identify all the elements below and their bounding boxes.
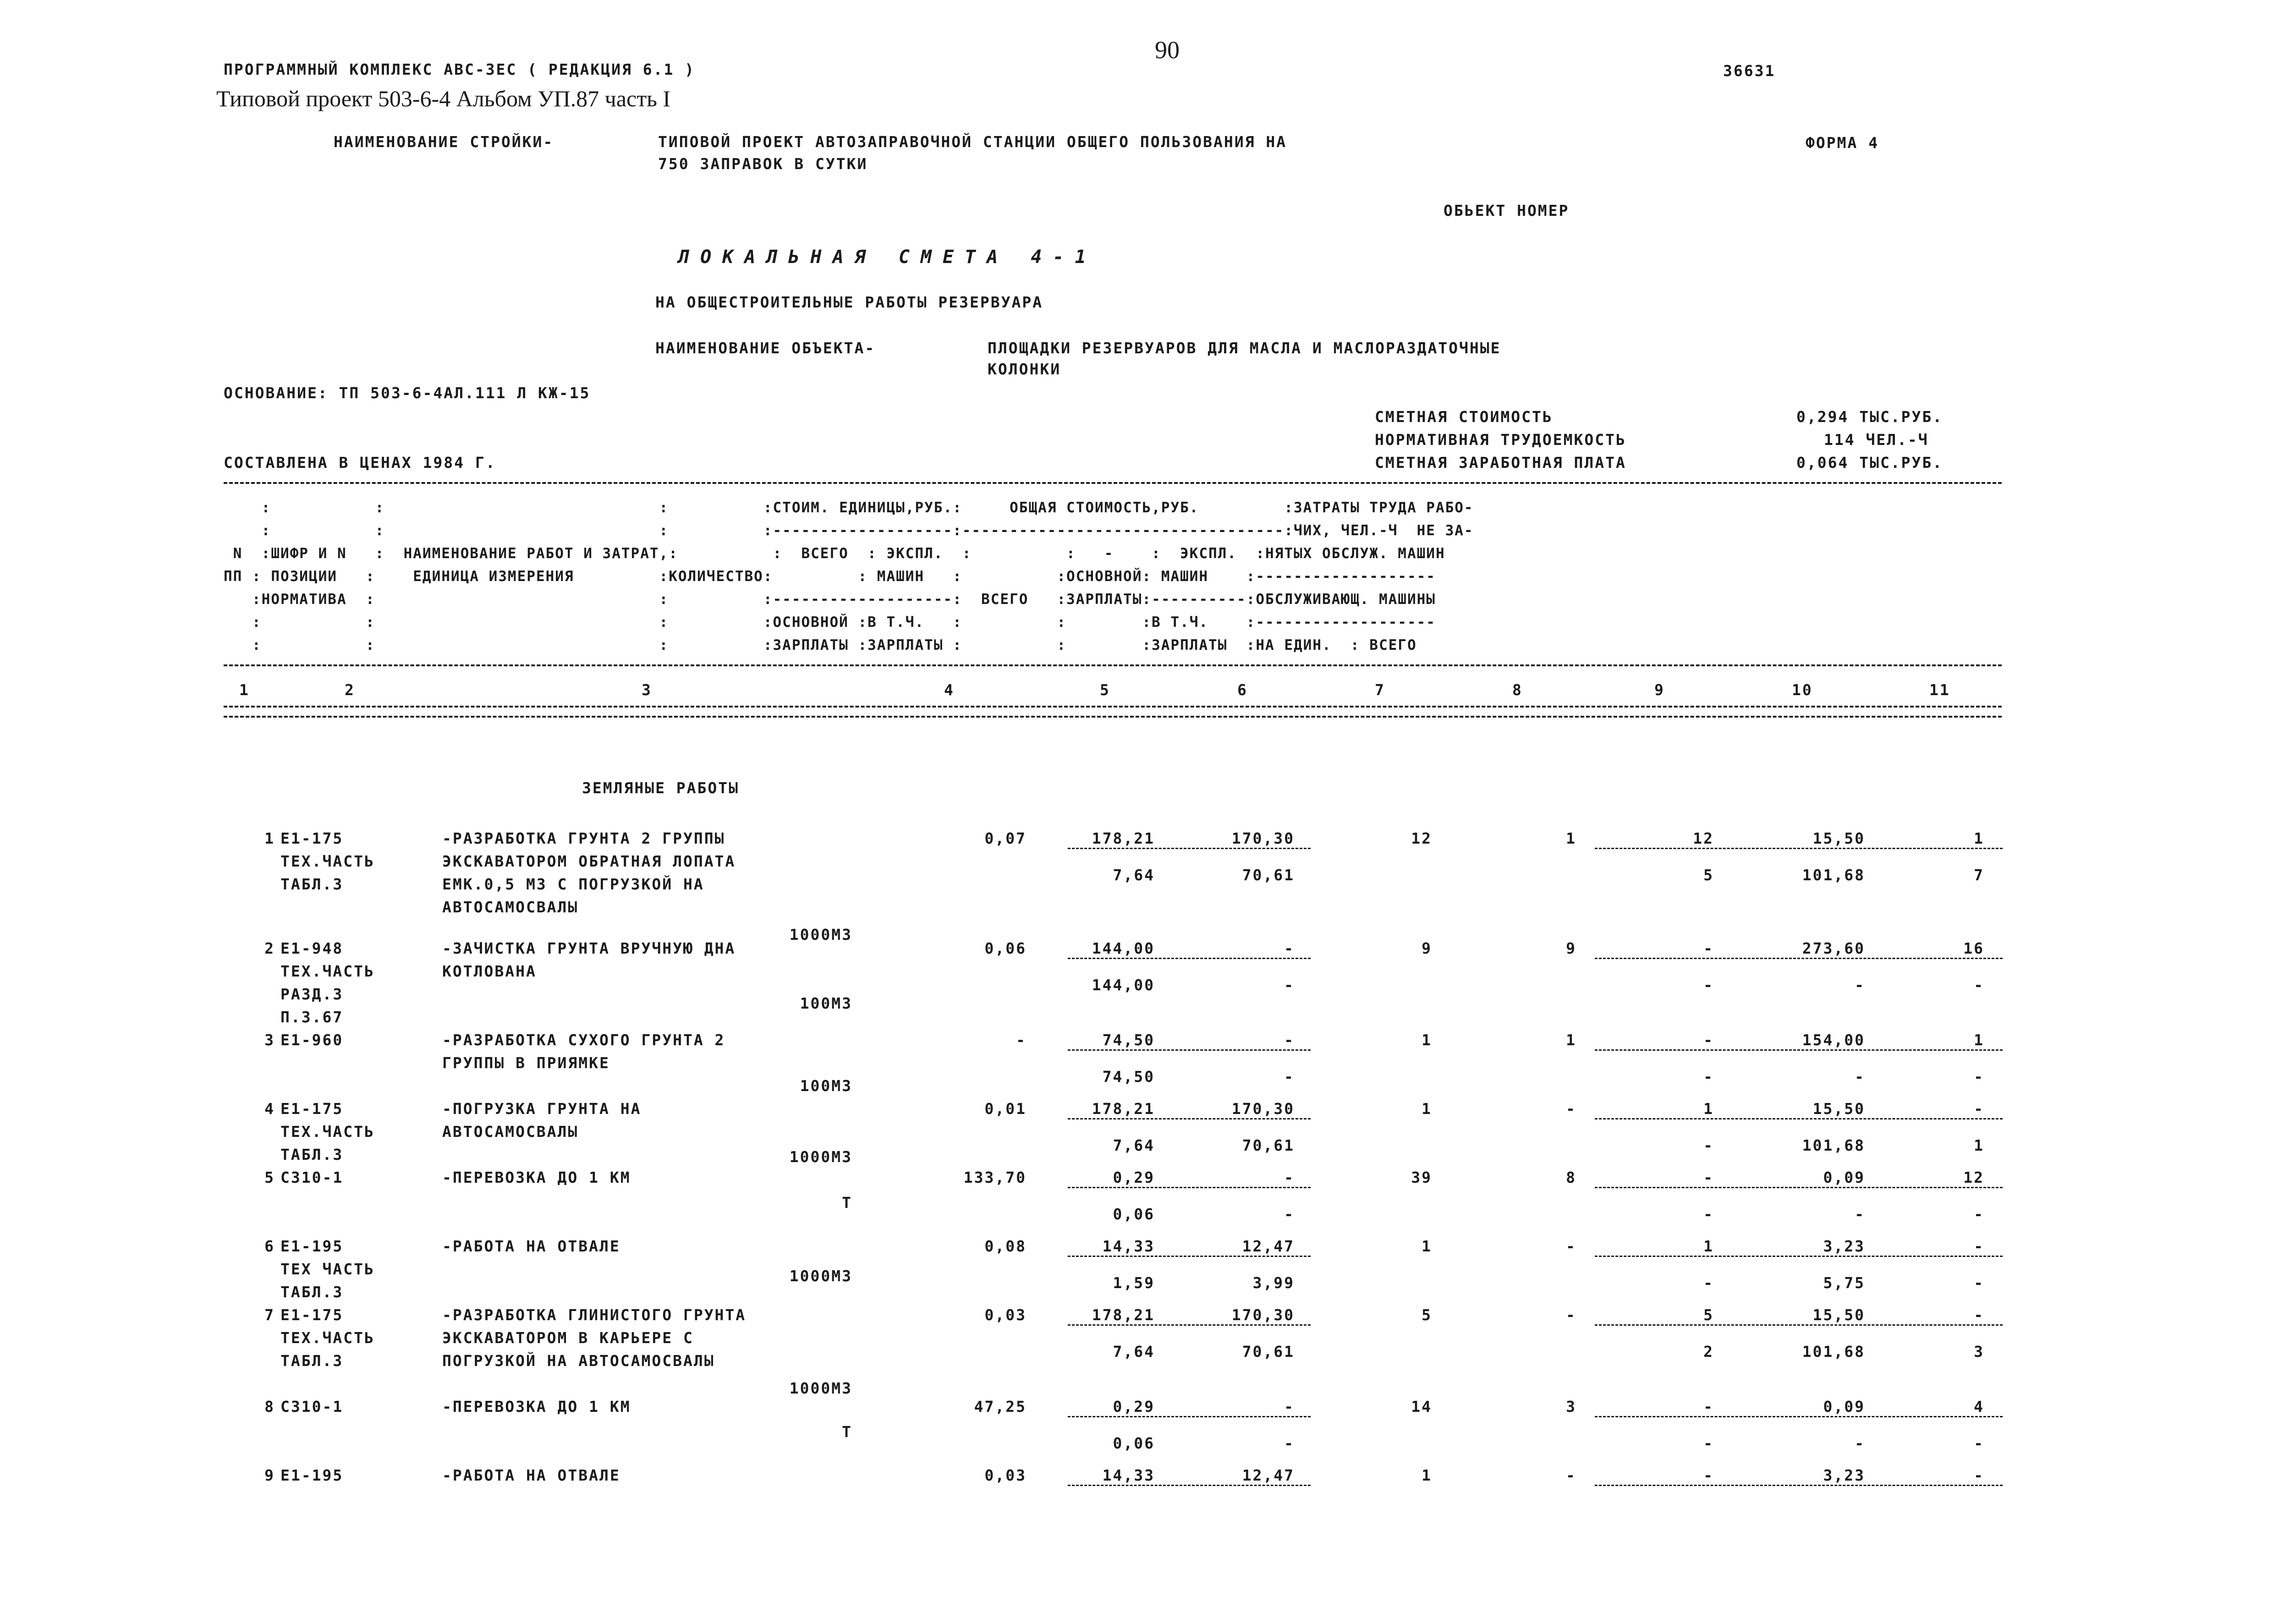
col-num-6: 6 xyxy=(1237,681,1248,699)
row-unit: Т xyxy=(842,1194,852,1212)
row-name: -РАБОТА НА ОТВАЛЕ xyxy=(442,1237,620,1255)
row-unit-cost-total: 0,29 xyxy=(1113,1169,1155,1186)
section-title: ЗЕМЛЯНЫЕ РАБОТЫ xyxy=(582,779,740,797)
row-labor-service-total: - xyxy=(1974,1274,1984,1292)
col-num-2: 2 xyxy=(345,681,355,699)
row-quantity: 0,07 xyxy=(984,829,1027,847)
row-unit-cost-machines: 170,30 xyxy=(1231,1306,1295,1324)
row-unit: 1000М3 xyxy=(789,1148,852,1166)
row-code: П.3.67 xyxy=(280,1008,344,1026)
row-total-wages: 1 xyxy=(1566,1031,1576,1049)
row-unit: Т xyxy=(842,1423,852,1441)
row-labor-total: 1 xyxy=(1974,829,1984,847)
row-name: ЭКСКАВАТОРОМ ОБРАТНАЯ ЛОПАТА xyxy=(442,852,736,870)
header-bottom-rule xyxy=(224,706,2002,708)
row-machine-wage: - xyxy=(1284,1434,1295,1452)
row-sub-rule-unit xyxy=(1068,1049,1311,1051)
row-quantity: 0,08 xyxy=(984,1237,1027,1255)
row-total-wages: 1 xyxy=(1566,829,1576,847)
row-sub-rule-labor xyxy=(1595,1485,2003,1486)
row-number: 7 xyxy=(264,1306,275,1324)
row-name: -РАЗРАБОТКА ГРУНТА 2 ГРУППЫ xyxy=(442,829,725,847)
row-code: С310-1 xyxy=(280,1398,344,1416)
row-code: Е1-195 xyxy=(280,1237,344,1255)
row-total-machines: 5 xyxy=(1703,1306,1714,1324)
col-num-5: 5 xyxy=(1100,681,1110,699)
row-number: 1 xyxy=(264,829,275,847)
summary-value-wage: 0,064 ТЫС.РУБ. xyxy=(1796,454,1944,472)
row-unit-cost-total: 14,33 xyxy=(1102,1466,1155,1484)
row-code: ТАБЛ.3 xyxy=(280,1146,344,1163)
row-labor-per-unit: 15,50 xyxy=(1812,1100,1865,1118)
row-unit-cost-machines: 170,30 xyxy=(1231,829,1295,847)
row-unit: 1000М3 xyxy=(789,1379,852,1397)
row-code: Е1-175 xyxy=(280,1100,344,1118)
row-unit: 1000М3 xyxy=(789,1267,852,1285)
row-total-wages: 9 xyxy=(1566,939,1576,957)
row-name: -РАЗРАБОТКА СУХОГО ГРУНТА 2 xyxy=(442,1031,725,1049)
row-labor-service-total: 7 xyxy=(1974,866,1984,884)
row-sub-rule-unit xyxy=(1068,1187,1311,1188)
row-number: 9 xyxy=(264,1466,275,1484)
row-quantity: 0,01 xyxy=(984,1100,1027,1118)
row-labor-total: 16 xyxy=(1963,939,1984,957)
row-labor-service-unit: - xyxy=(1855,1434,1865,1452)
row-labor-per-unit: 3,23 xyxy=(1823,1466,1865,1484)
row-name: КОТЛОВАНА xyxy=(442,962,537,980)
row-name: АВТОСАМОСВАЛЫ xyxy=(442,898,579,916)
row-sub-rule-labor xyxy=(1595,1324,2003,1326)
row-labor-per-unit: 3,23 xyxy=(1823,1237,1865,1255)
col-num-9: 9 xyxy=(1654,681,1665,699)
row-total-machines: 12 xyxy=(1693,829,1714,847)
object-value-1: ПЛОЩАДКИ РЕЗЕРВУАРОВ ДЛЯ МАСЛА И МАСЛОРАЗДАТОЧНЫЕ xyxy=(988,339,1501,357)
header-line-1: : : : :СТОИМ. ЕДИНИЦЫ,РУБ.: ОБЩАЯ СТОИМОСТЬ,РУБ. :ЗАТРАТЫ ТРУДА РАБО- xyxy=(224,499,1474,516)
row-labor-total: 4 xyxy=(1974,1398,1984,1416)
row-total-wages: 3 xyxy=(1566,1398,1576,1416)
summary-label-cost: СМЕТНАЯ СТОИМОСТЬ xyxy=(1375,408,1553,426)
row-machine-wage-total: - xyxy=(1703,1136,1714,1154)
project-line: Типовой проект 503-6-4 Альбом УП.87 часть I xyxy=(216,86,671,111)
row-total-machines: - xyxy=(1703,1398,1714,1416)
doc-code: 36631 xyxy=(1723,62,1776,80)
row-labor-service-unit: 101,68 xyxy=(1802,1136,1865,1154)
row-labor-total: - xyxy=(1974,1237,1984,1255)
row-labor-service-total: - xyxy=(1974,976,1984,994)
row-code: Е1-948 xyxy=(280,939,344,957)
row-unit-wage: 144,00 xyxy=(1092,976,1155,994)
header-bottom-rule-2 xyxy=(224,716,2002,718)
row-unit-cost-machines: 170,30 xyxy=(1231,1100,1295,1118)
row-total-cost: 1 xyxy=(1422,1100,1432,1118)
object-label: НАИМЕНОВАНИЕ ОБЪЕКТА- xyxy=(655,339,876,357)
row-unit: 100М3 xyxy=(800,994,852,1012)
row-unit: 100М3 xyxy=(800,1077,852,1095)
row-total-wages: 8 xyxy=(1566,1169,1576,1186)
row-number: 4 xyxy=(264,1100,275,1118)
col-num-1: 1 xyxy=(239,681,250,699)
row-unit-cost-machines: - xyxy=(1284,1169,1295,1186)
row-unit-wage: 7,64 xyxy=(1113,866,1155,884)
row-machine-wage-total: - xyxy=(1703,1274,1714,1292)
row-number: 5 xyxy=(264,1169,275,1186)
row-total-cost: 1 xyxy=(1422,1031,1432,1049)
header-top-rule xyxy=(224,482,2002,484)
row-name: ГРУППЫ В ПРИЯМКЕ xyxy=(442,1054,610,1072)
construction-value-1: ТИПОВОЙ ПРОЕКТ АВТОЗАПРАВОЧНОЙ СТАНЦИИ ОБЩЕГО ПОЛЬЗОВАНИЯ НА xyxy=(658,133,1287,151)
row-labor-service-total: 3 xyxy=(1974,1343,1984,1361)
row-name: -ПЕРЕВОЗКА ДО 1 КМ xyxy=(442,1398,631,1416)
col-num-10: 10 xyxy=(1792,681,1813,699)
header-mid-rule xyxy=(224,664,2002,666)
row-labor-service-unit: - xyxy=(1855,976,1865,994)
row-unit-cost-total: 178,21 xyxy=(1092,1100,1155,1118)
prices-line: СОСТАВЛЕНА В ЦЕНАХ 1984 Г. xyxy=(224,454,496,472)
row-sub-rule-unit xyxy=(1068,1118,1311,1119)
row-name: ЭКСКАВАТОРОМ В КАРЬЕРЕ С xyxy=(442,1329,694,1347)
row-name: -РАБОТА НА ОТВАЛЕ xyxy=(442,1466,620,1484)
row-labor-per-unit: 0,09 xyxy=(1823,1398,1865,1416)
row-code: РАЗД.3 xyxy=(280,985,344,1003)
row-sub-rule-labor xyxy=(1595,1118,2003,1119)
row-unit-wage: 0,06 xyxy=(1113,1434,1155,1452)
row-quantity: 0,06 xyxy=(984,939,1027,957)
row-total-cost: 12 xyxy=(1411,829,1432,847)
row-quantity: 0,03 xyxy=(984,1306,1027,1324)
row-unit-cost-machines: - xyxy=(1284,1031,1295,1049)
row-unit-wage: 7,64 xyxy=(1113,1343,1155,1361)
row-machine-wage: - xyxy=(1284,976,1295,994)
row-machine-wage: 70,61 xyxy=(1242,866,1295,884)
row-total-cost: 9 xyxy=(1422,939,1432,957)
row-total-cost: 5 xyxy=(1422,1306,1432,1324)
row-labor-total: - xyxy=(1974,1466,1984,1484)
row-labor-service-total: 1 xyxy=(1974,1136,1984,1154)
header-line-7: : : : :ЗАРПЛАТЫ :ЗАРПЛАТЫ : : :ЗАРПЛАТЫ :НА ЕДИН. : ВСЕГО xyxy=(224,637,1436,653)
row-unit-wage: 7,64 xyxy=(1113,1136,1155,1154)
row-code: ТЕХ.ЧАСТЬ xyxy=(280,962,375,980)
row-machine-wage: 70,61 xyxy=(1242,1343,1295,1361)
col-num-3: 3 xyxy=(642,681,652,699)
row-name: ПОГРУЗКОЙ НА АВТОСАМОСВАЛЫ xyxy=(442,1352,715,1370)
row-labor-per-unit: 0,09 xyxy=(1823,1169,1865,1186)
basis-line: ОСНОВАНИЕ: ТП 503-6-4АЛ.111 Л КЖ-15 xyxy=(224,384,591,402)
row-labor-service-unit: - xyxy=(1855,1068,1865,1086)
row-labor-service-unit: 101,68 xyxy=(1802,1343,1865,1361)
row-unit-cost-machines: - xyxy=(1284,939,1295,957)
row-machine-wage-total: 5 xyxy=(1703,866,1714,884)
row-total-wages: - xyxy=(1566,1466,1576,1484)
row-labor-service-unit: 101,68 xyxy=(1802,866,1865,884)
summary-label-labor: НОРМАТИВНАЯ ТРУДОЕМКОСТЬ xyxy=(1375,431,1626,449)
row-unit-cost-total: 144,00 xyxy=(1092,939,1155,957)
smeta-subtitle: НА ОБЩЕСТРОИТЕЛЬНЫЕ РАБОТЫ РЕЗЕРВУАРА xyxy=(655,293,1043,311)
row-total-cost: 1 xyxy=(1422,1466,1432,1484)
row-sub-rule-labor xyxy=(1595,1049,2003,1051)
row-number: 2 xyxy=(264,939,275,957)
row-number: 8 xyxy=(264,1398,275,1416)
row-sub-rule-unit xyxy=(1068,1416,1311,1417)
row-code: ТЕХ.ЧАСТЬ xyxy=(280,852,375,870)
row-name: ЕМК.0,5 М3 С ПОГРУЗКОЙ НА xyxy=(442,875,704,893)
row-sub-rule-unit xyxy=(1068,1324,1311,1326)
row-total-machines: - xyxy=(1703,939,1714,957)
row-sub-rule-labor xyxy=(1595,848,2003,849)
summary-label-wage: СМЕТНАЯ ЗАРАБОТНАЯ ПЛАТА xyxy=(1375,454,1626,472)
row-sub-rule-unit xyxy=(1068,848,1311,849)
row-code: С310-1 xyxy=(280,1169,344,1186)
row-labor-total: 12 xyxy=(1963,1169,1984,1186)
row-labor-total: - xyxy=(1974,1306,1984,1324)
row-total-wages: - xyxy=(1566,1306,1576,1324)
row-total-wages: - xyxy=(1566,1100,1576,1118)
row-total-machines: 1 xyxy=(1703,1100,1714,1118)
col-num-4: 4 xyxy=(944,681,955,699)
row-machine-wage-total: - xyxy=(1703,976,1714,994)
row-number: 3 xyxy=(264,1031,275,1049)
row-quantity: - xyxy=(1016,1031,1027,1049)
row-machine-wage-total: - xyxy=(1703,1434,1714,1452)
row-unit-cost-machines: 12,47 xyxy=(1242,1237,1295,1255)
row-quantity: 0,03 xyxy=(984,1466,1027,1484)
row-unit-cost-machines: - xyxy=(1284,1398,1295,1416)
row-total-machines: - xyxy=(1703,1031,1714,1049)
row-labor-service-total: - xyxy=(1974,1068,1984,1086)
row-machine-wage-total: - xyxy=(1703,1068,1714,1086)
row-sub-rule-labor xyxy=(1595,1256,2003,1257)
row-name: -РАЗРАБОТКА ГЛИНИСТОГО ГРУНТА xyxy=(442,1306,747,1324)
row-code: Е1-175 xyxy=(280,829,344,847)
row-total-machines: - xyxy=(1703,1169,1714,1186)
row-labor-per-unit: 15,50 xyxy=(1812,1306,1865,1324)
row-unit: 1000М3 xyxy=(789,926,852,944)
row-labor-per-unit: 15,50 xyxy=(1812,829,1865,847)
row-sub-rule-labor xyxy=(1595,1416,2003,1417)
row-unit-cost-total: 74,50 xyxy=(1102,1031,1155,1049)
row-labor-service-total: - xyxy=(1974,1205,1984,1223)
row-labor-total: - xyxy=(1974,1100,1984,1118)
row-unit-cost-total: 178,21 xyxy=(1092,1306,1155,1324)
page-number: 90 xyxy=(1155,36,1180,64)
row-name: -ЗАЧИСТКА ГРУНТА ВРУЧНУЮ ДНА xyxy=(442,939,736,957)
object-value-2: КОЛОНКИ xyxy=(988,360,1061,378)
object-number-label: ОБЬЕКТ НОМЕР xyxy=(1444,202,1570,219)
row-code: Е1-175 xyxy=(280,1306,344,1324)
row-machine-wage: 70,61 xyxy=(1242,1136,1295,1154)
row-labor-per-unit: 273,60 xyxy=(1802,939,1865,957)
row-machine-wage: 3,99 xyxy=(1252,1274,1295,1292)
row-code: ТЕХ.ЧАСТЬ xyxy=(280,1123,375,1141)
row-total-cost: 14 xyxy=(1411,1398,1432,1416)
header-line-3: N :ШИФР И N : НАИМЕНОВАНИЕ РАБОТ И ЗАТРАТ,: : ВСЕГО : ЭКСПЛ. : : - : ЭКСПЛ. :НЯТЫХ ОБСЛУЖ. МАШИН xyxy=(224,545,1445,562)
row-code: ТАБЛ.3 xyxy=(280,875,344,893)
row-machine-wage: - xyxy=(1284,1068,1295,1086)
row-code: ТАБЛ.3 xyxy=(280,1352,344,1370)
smeta-title: ЛОКАЛЬНАЯ СМЕТА 4-1 xyxy=(678,247,1097,268)
row-unit-cost-machines: 12,47 xyxy=(1242,1466,1295,1484)
construction-label: НАИМЕНОВАНИЕ СТРОЙКИ- xyxy=(334,133,554,151)
header-line-6: : : : :ОСНОВНОЙ :В Т.Ч. : : :В Т.Ч. :------------------- xyxy=(224,614,1436,631)
row-labor-service-unit: 5,75 xyxy=(1823,1274,1865,1292)
row-quantity: 133,70 xyxy=(963,1169,1027,1186)
row-sub-rule-labor xyxy=(1595,1187,2003,1188)
row-total-machines: - xyxy=(1703,1466,1714,1484)
row-sub-rule-unit xyxy=(1068,1485,1311,1486)
header-line-5: :НОРМАТИВА : : :-------------------: ВСЕГО :ЗАРПЛАТЫ:----------:ОБСЛУЖИВАЮЩ. МАШИНЫ xyxy=(224,591,1436,608)
row-name: -ПОГРУЗКА ГРУНТА НА xyxy=(442,1100,642,1118)
row-code: ТЕХ ЧАСТЬ xyxy=(280,1260,375,1278)
row-total-wages: - xyxy=(1566,1237,1576,1255)
row-quantity: 47,25 xyxy=(974,1398,1027,1416)
row-name: АВТОСАМОСВАЛЫ xyxy=(442,1123,579,1141)
col-num-8: 8 xyxy=(1512,681,1523,699)
row-number: 6 xyxy=(264,1237,275,1255)
row-code: Е1-195 xyxy=(280,1466,344,1484)
row-labor-service-unit: - xyxy=(1855,1205,1865,1223)
header-line-2: : : : :-------------------:----------------------------------:ЧИХ, ЧЕЛ.-Ч НЕ ЗА- xyxy=(224,522,1474,539)
row-labor-per-unit: 154,00 xyxy=(1802,1031,1865,1049)
form-label: ФОРМА 4 xyxy=(1806,134,1879,152)
row-name: -ПЕРЕВОЗКА ДО 1 КМ xyxy=(442,1169,631,1186)
row-unit-wage: 74,50 xyxy=(1102,1068,1155,1086)
row-labor-service-total: - xyxy=(1974,1434,1984,1452)
row-unit-wage: 1,59 xyxy=(1113,1274,1155,1292)
summary-value-cost: 0,294 ТЫС.РУБ. xyxy=(1796,408,1944,426)
row-machine-wage-total: - xyxy=(1703,1205,1714,1223)
col-num-7: 7 xyxy=(1375,681,1385,699)
row-labor-total: 1 xyxy=(1974,1031,1984,1049)
program-line: ПРОГРАММНЫЙ КОМПЛЕКС АВС-3ЕС ( РЕДАКЦИЯ 6.1 ) xyxy=(224,60,696,78)
row-sub-rule-unit xyxy=(1068,958,1311,959)
row-unit-cost-total: 0,29 xyxy=(1113,1398,1155,1416)
row-code: Е1-960 xyxy=(280,1031,344,1049)
col-num-11: 11 xyxy=(1929,681,1950,699)
row-total-machines: 1 xyxy=(1703,1237,1714,1255)
row-machine-wage-total: 2 xyxy=(1703,1343,1714,1361)
row-sub-rule-labor xyxy=(1595,958,2003,959)
row-unit-wage: 0,06 xyxy=(1113,1205,1155,1223)
row-machine-wage: - xyxy=(1284,1205,1295,1223)
summary-value-labor: 114 ЧЕЛ.-Ч xyxy=(1824,431,1929,449)
row-unit-cost-total: 14,33 xyxy=(1102,1237,1155,1255)
construction-value-2: 750 ЗАПРАВОК В СУТКИ xyxy=(658,155,868,173)
row-unit-cost-total: 178,21 xyxy=(1092,829,1155,847)
row-code: ТАБЛ.3 xyxy=(280,1283,344,1301)
header-line-4: ПП : ПОЗИЦИИ : ЕДИНИЦА ИЗМЕРЕНИЯ :КОЛИЧЕСТВО: : МАШИН : :ОСНОВНОЙ: МАШИН :------------------- xyxy=(224,568,1436,585)
row-sub-rule-unit xyxy=(1068,1256,1311,1257)
row-total-cost: 1 xyxy=(1422,1237,1432,1255)
row-code: ТЕХ.ЧАСТЬ xyxy=(280,1329,375,1347)
row-total-cost: 39 xyxy=(1411,1169,1432,1186)
